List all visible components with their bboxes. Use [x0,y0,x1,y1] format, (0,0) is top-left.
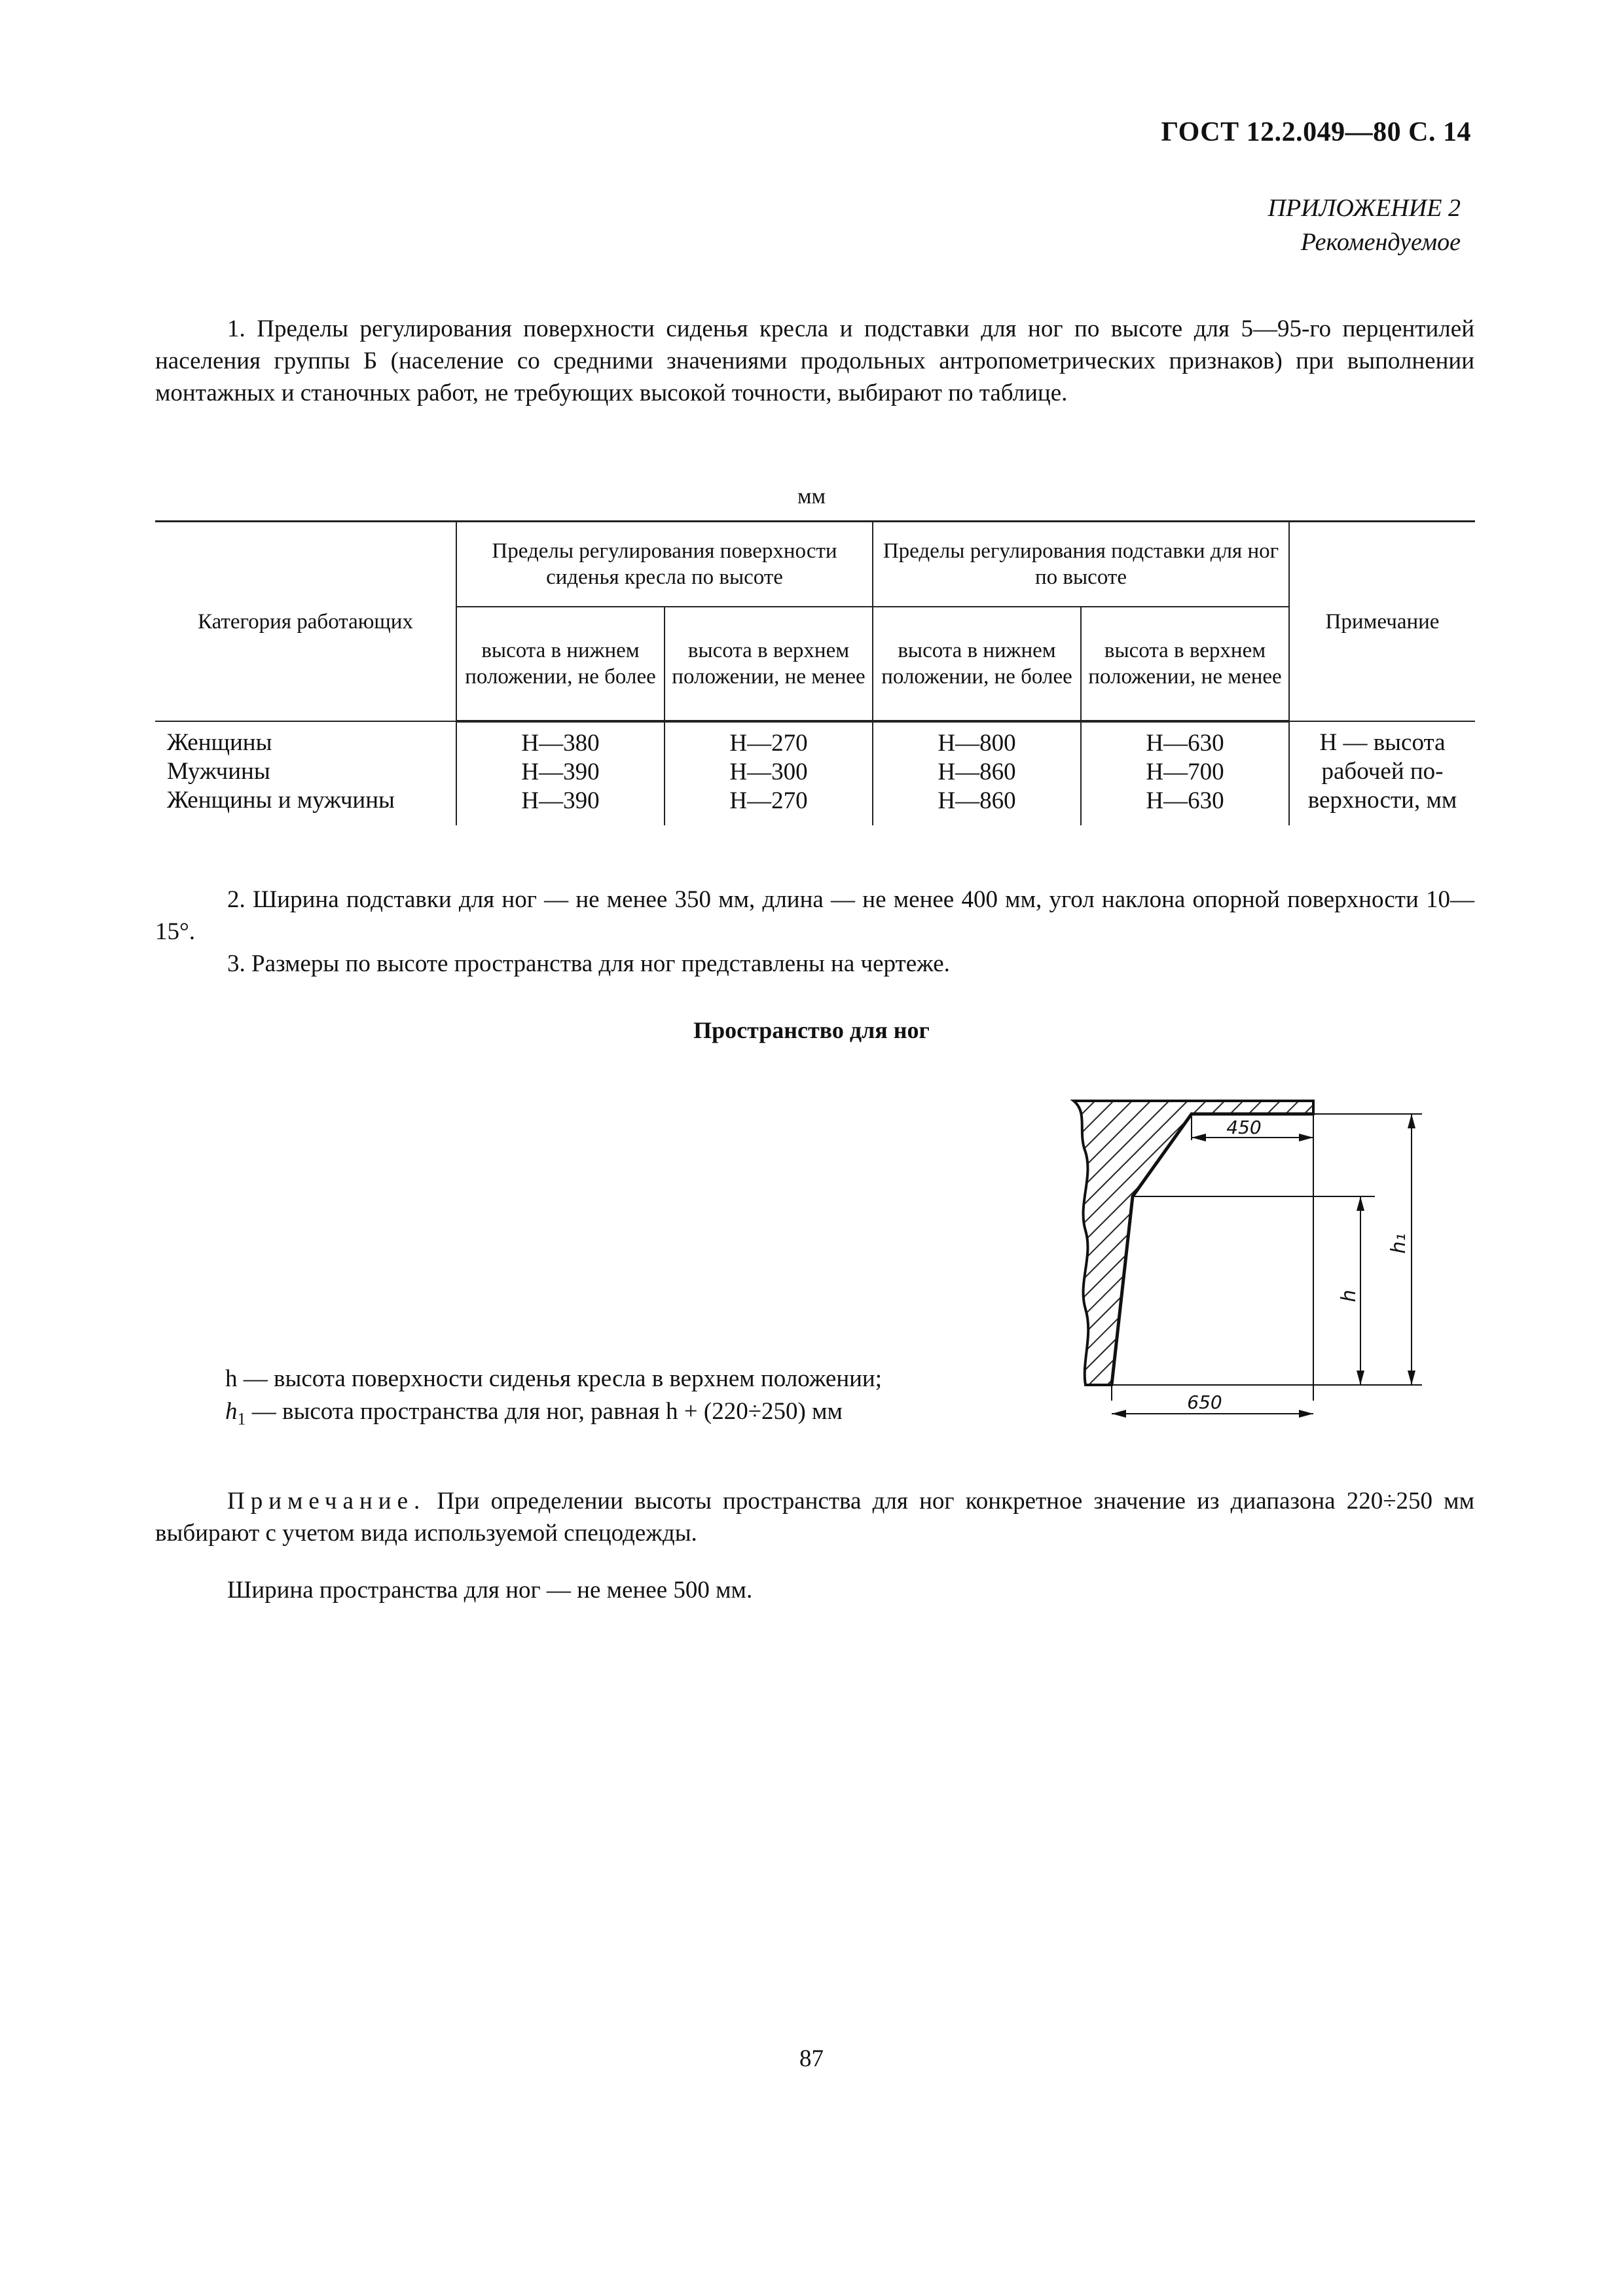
note-line: H — высота [1319,729,1446,756]
height-limits-table [155,520,1475,825]
item-2: 2. Ширина подставки для ног — не менее 350 мм, длина — не менее 400 мм, угол наклона опорной поверхности 10—15°. [155,886,1474,945]
page-number: 87 [799,2045,824,2072]
appendix-title: ПРИЛОЖЕНИЕ 2 [1267,194,1461,222]
note-line: рабочей по- [1321,758,1444,785]
arrow-head [1192,1134,1206,1141]
figure-legend [225,1363,882,1435]
appendix-block [1268,191,1461,259]
dim-450-label: 450 [1226,1117,1262,1138]
table-unit: мм [797,484,826,509]
category-women-men: Женщины и мужчины [167,787,395,814]
legend-symbol: h [225,1398,238,1425]
foot-lower-cell [873,721,1081,825]
appendix-status: Рекомендуемое [1300,228,1461,256]
seat-upper-value: H—270 [729,730,808,757]
header-foot-upper: высота в верхнем положении, не менее [1081,607,1289,721]
seat-upper-value: H—300 [729,759,808,785]
legend-subscript: 1 [237,1409,246,1429]
arrow-head [1408,1371,1415,1385]
width-paragraph: Ширина пространства для ног — не менее 500 мм. [227,1577,753,1604]
header-foot-lower: высота в нижнем положении, не более [873,607,1081,721]
note-text: При определении высоты пространства для ног конкретное значение из диапазона 220÷250 мм выбирают с учетом вида используемой спецодежды. [155,1488,1474,1547]
category-men: Мужчины [167,758,270,785]
foot-upper-value: H—630 [1146,730,1224,757]
seat-lower-value: H—380 [521,730,600,757]
foot-upper-cell [1081,721,1289,825]
intro-number: 1. [227,315,246,342]
hatched-section [1074,1101,1313,1385]
legend-line-h: h — высота поверхности сиденья кресла в верхнем положении; [225,1365,883,1392]
header-seat-upper: высота в верхнем положении, не менее [665,607,873,721]
dim-h-label: h [1338,1289,1360,1302]
note-paragraph [155,1485,1474,1549]
seat-upper-value: H—270 [729,787,808,814]
arrow-head [1299,1410,1313,1418]
arrow-head [1408,1114,1415,1128]
intro-paragraph [155,313,1474,409]
arrow-head [1357,1371,1364,1385]
seat-lower-value: H—390 [521,759,600,785]
legend-line-h1 [225,1395,882,1435]
figure-title: Пространство для ног [693,1017,930,1043]
note-label: Примечание. [227,1488,426,1515]
seat-lower-cell [456,721,665,825]
note-line: верхности, мм [1307,787,1457,814]
table-row [155,721,1475,825]
header-foot-group: Пределы регулирования подставки для ног по высоте [873,522,1289,607]
item-3: 3. Размеры по высоте пространства для ног представлены на чертеже. [227,950,950,977]
arrow-head [1299,1134,1313,1141]
note-cell [1289,721,1475,825]
leg-space-drawing [1048,1073,1506,1440]
foot-lower-value: H—860 [938,787,1016,814]
dim-h1-label: h₁ [1387,1233,1410,1254]
arrow-head [1357,1196,1364,1211]
header-note: Примечание [1289,522,1475,722]
category-women: Женщины [167,729,272,756]
foot-upper-value: H—700 [1146,759,1224,785]
header-seat-lower: высота в нижнем положении, не более [456,607,665,721]
seat-upper-cell [665,721,873,825]
arrow-head [1112,1410,1126,1418]
foot-upper-value: H—630 [1146,787,1224,814]
intro-text: Пределы регулирования поверхности сиденья кресла и подставки для ног по высоте для 5—95-го перцентилей населения группы Б (население со средними значениями продольных антропометрических признаков) при выполнении монтажных и станочных работ, не требующих высокой точности, выбирают по таблице. [155,315,1474,406]
header-category: Категория работающих [155,522,456,722]
category-cell [155,721,456,825]
document-id: ГОСТ 12.2.049—80 С. 14 [1161,117,1471,147]
foot-lower-value: H—860 [938,759,1016,785]
legend-text: — высота пространства для ног, равная h + (220÷250) мм [246,1398,843,1425]
dim-650-label: 650 [1187,1391,1222,1413]
foot-lower-value: H—800 [938,730,1016,757]
seat-lower-value: H—390 [521,787,600,814]
header-seat-group: Пределы регулирования поверхности сиденья кресла по высоте [456,522,873,607]
